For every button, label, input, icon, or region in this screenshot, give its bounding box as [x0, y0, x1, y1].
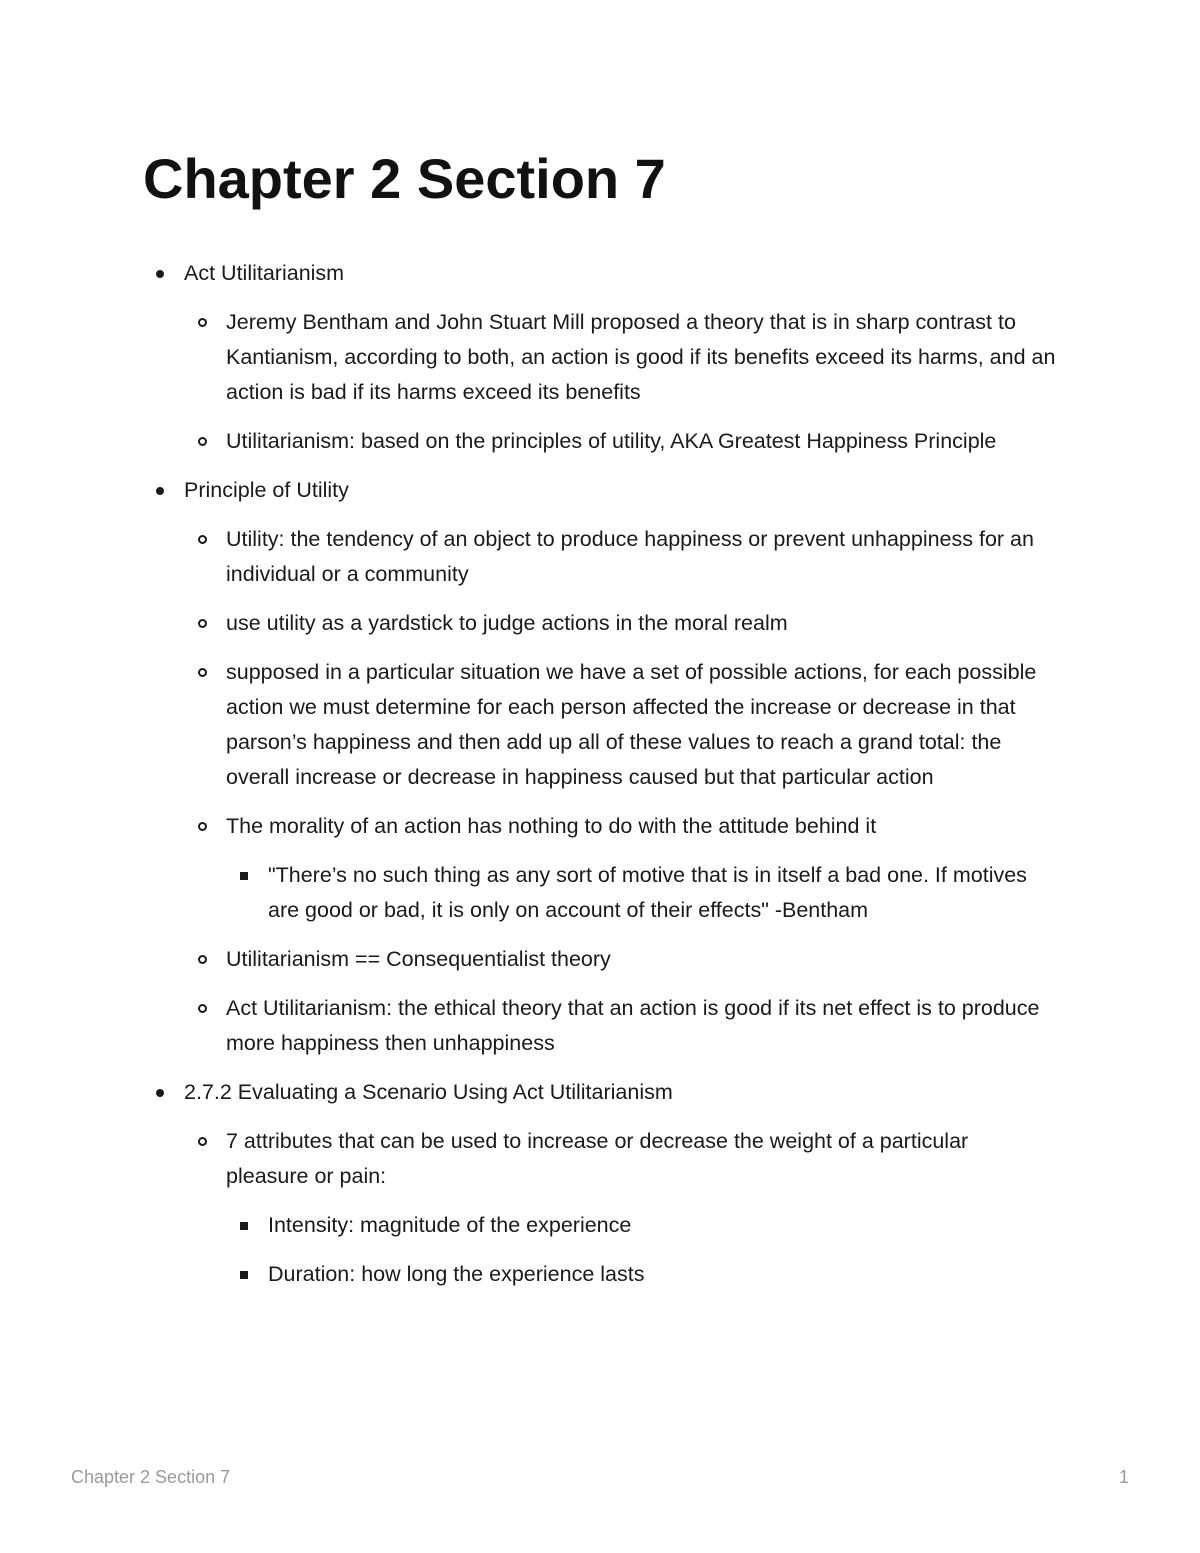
hollow-circle-bullet-icon — [198, 535, 207, 544]
list-item-text: Jeremy Bentham and John Stuart Mill proposed a theory that is in sharp contrast to Kantianism, according to both, an action is good if its benefits exceed its harms, and an action is bad if its harms exceed its benefits — [226, 310, 1056, 404]
list-item-text: 7 attributes that can be used to increase or decrease the weight of a particular pleasure or pain: — [226, 1129, 969, 1188]
list-item-level-3 — [240, 1208, 1056, 1243]
filled-square-bullet-icon — [240, 872, 248, 880]
list-item-text: Intensity: magnitude of the experience — [268, 1213, 632, 1237]
footer-title: Chapter 2 Section 7 — [71, 1467, 231, 1487]
list-item-level-2 — [198, 424, 1056, 459]
list-item-text: The morality of an action has nothing to do with the attitude behind it — [226, 814, 877, 838]
hollow-circle-bullet-icon — [198, 318, 207, 327]
hollow-circle-bullet-icon — [198, 668, 207, 677]
list-item-text: Utilitarianism == Consequentialist theory — [226, 947, 611, 971]
hollow-circle-bullet-icon — [198, 619, 207, 628]
hollow-circle-bullet-icon — [198, 822, 207, 831]
list-item-level-2 — [198, 1124, 1056, 1194]
bullet-list — [156, 256, 1056, 1306]
list-item-level-1 — [156, 1075, 1056, 1110]
list-item-text: Utility: the tendency of an object to produce happiness or prevent unhappiness for an individual or a community — [226, 527, 1034, 586]
filled-circle-bullet-icon — [156, 270, 164, 278]
list-item-text: Duration: how long the experience lasts — [268, 1262, 645, 1286]
list-item-level-2 — [198, 522, 1056, 592]
list-item-text: 2.7.2 Evaluating a Scenario Using Act Utilitarianism — [184, 1080, 673, 1104]
filled-circle-bullet-icon — [156, 1089, 164, 1097]
list-item-text: Act Utilitarianism — [184, 261, 345, 285]
list-item-level-2 — [198, 942, 1056, 977]
hollow-circle-bullet-icon — [198, 1137, 207, 1146]
list-item-level-3 — [240, 1257, 1056, 1292]
list-item-level-1 — [156, 256, 1056, 291]
list-item-level-1 — [156, 473, 1056, 508]
filled-square-bullet-icon — [240, 1271, 248, 1279]
list-item-level-3 — [240, 858, 1056, 928]
filled-square-bullet-icon — [240, 1222, 248, 1230]
list-item-text: Principle of Utility — [184, 478, 349, 502]
list-item-level-2 — [198, 809, 1056, 844]
list-item-text: use utility as a yardstick to judge actions in the moral realm — [226, 611, 788, 635]
list-item-level-2 — [198, 606, 1056, 641]
list-item-text: Act Utilitarianism: the ethical theory that an action is good if its net effect is to produce more happiness then unhappiness — [226, 996, 1040, 1055]
list-item-text: Utilitarianism: based on the principles of utility, AKA Greatest Happiness Principle — [226, 429, 997, 453]
list-item-text: "There’s no such thing as any sort of motive that is in itself a bad one. If motives are good or bad, it is only on account of their effects" -Bentham — [268, 863, 1027, 922]
hollow-circle-bullet-icon — [198, 437, 207, 446]
list-item-level-2 — [198, 305, 1056, 410]
list-item-level-2 — [198, 655, 1056, 795]
hollow-circle-bullet-icon — [198, 1004, 207, 1013]
list-item-text: supposed in a particular situation we have a set of possible actions, for each possible action we must determine for each person affected the increase or decrease in that parson’s happiness and then add up all of these values to reach a grand total: the overall increase or decrease in happiness caused but that particular action — [226, 660, 1037, 789]
filled-circle-bullet-icon — [156, 487, 164, 495]
page-title: Chapter 2 Section 7 — [143, 147, 666, 210]
page-number: 1 — [1118, 1467, 1129, 1487]
hollow-circle-bullet-icon — [198, 955, 207, 964]
list-item-level-2 — [198, 991, 1056, 1061]
